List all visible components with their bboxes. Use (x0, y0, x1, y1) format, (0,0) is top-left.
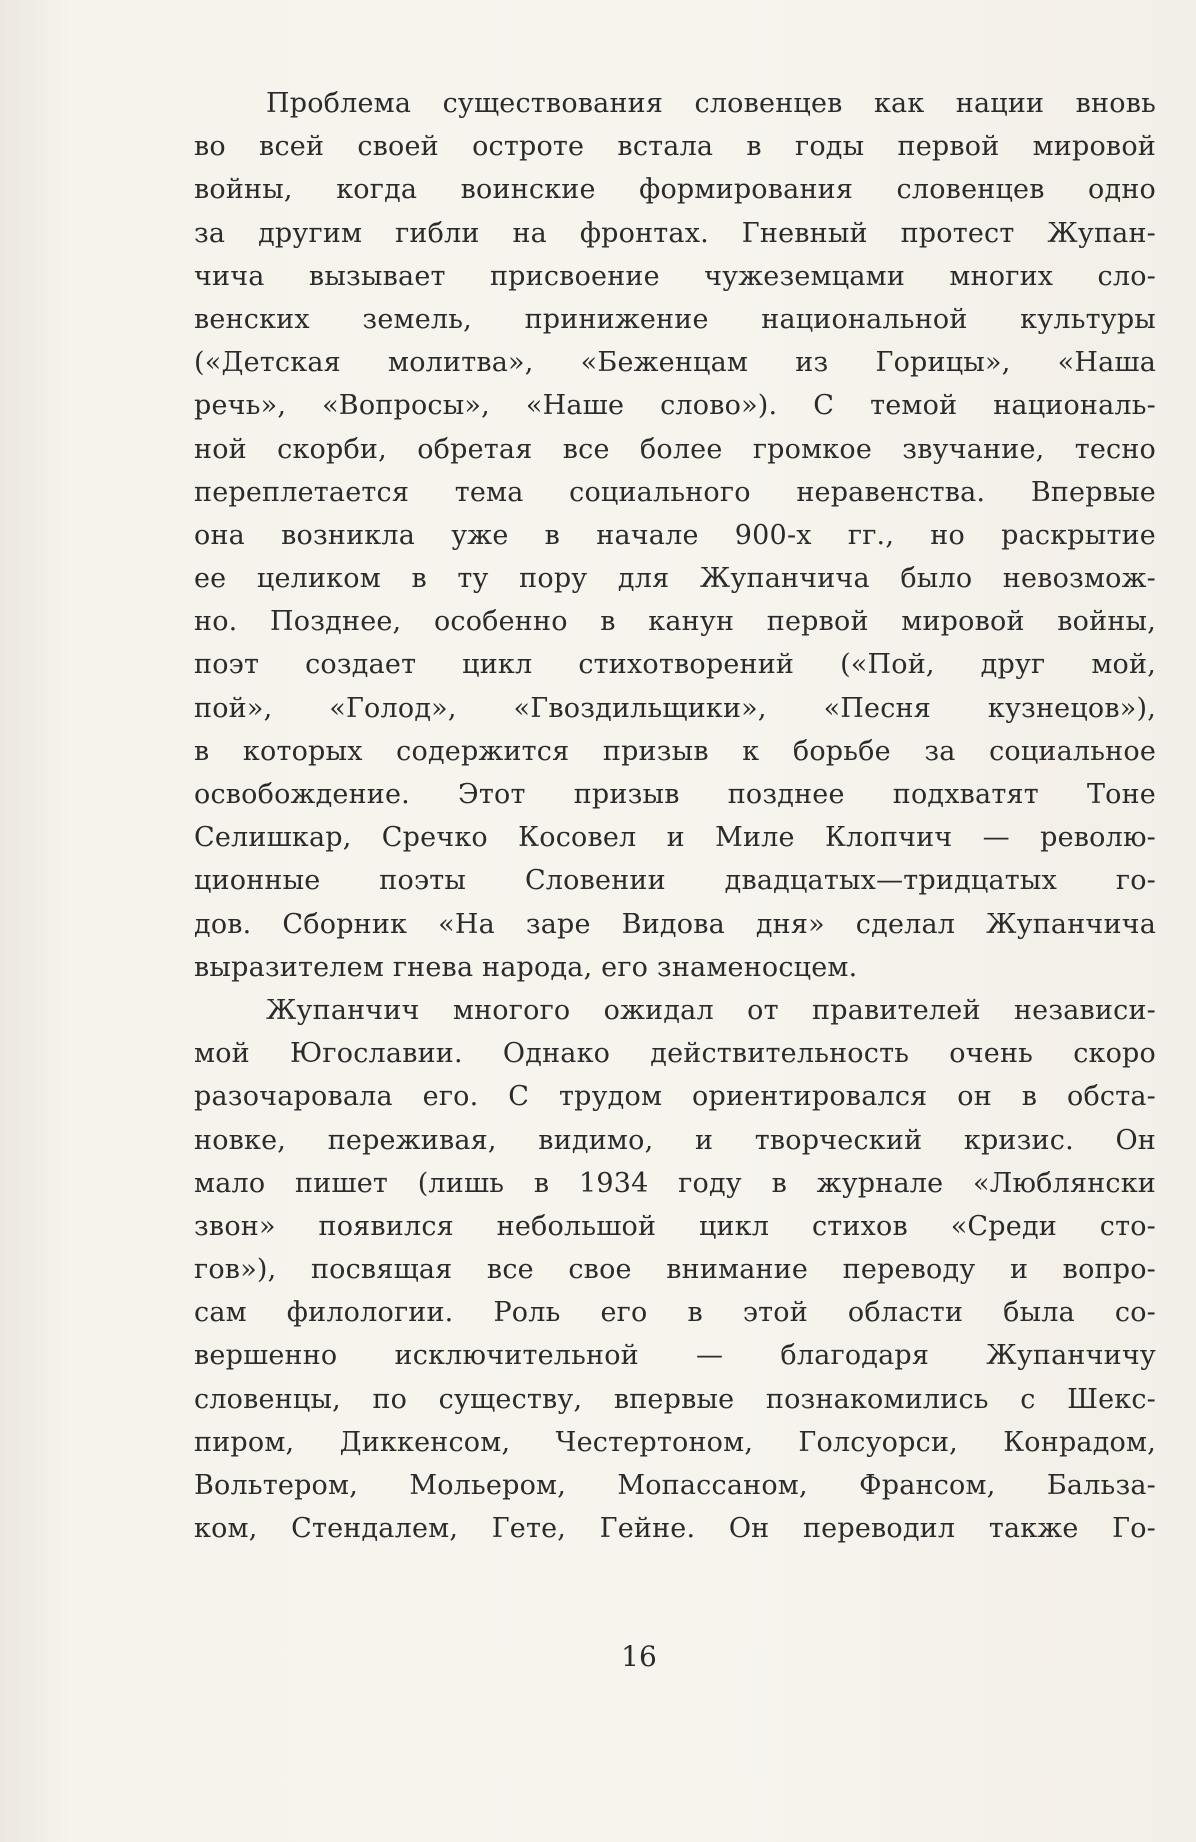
text-line: ком, Стендалем, Гете, Гейне. Он переводил также Го- (194, 1513, 1156, 1545)
text-line: поэт создает цикл стихотворений («Пой, друг мой, (194, 649, 1156, 681)
text-line: дов. Сборник «На заре Видова дня» сделал Жупанчича (194, 908, 1156, 940)
body-text (194, 82, 1156, 1550)
text-line: за другим гибли на фронтах. Гневный протест Жупан- (194, 217, 1156, 249)
text-line: словенцы, по существу, впервые познакомились с Шекс- (194, 1383, 1156, 1415)
text-line: речь», «Вопросы», «Наше слово»). С темой националь- (194, 390, 1156, 422)
text-line: ее целиком в ту пору для Жупанчича было невозмож- (194, 563, 1156, 595)
text-line: венских земель, принижение национальной культуры (194, 303, 1156, 335)
text-line: новке, переживая, видимо, и творческий кризис. Он (194, 1124, 1156, 1156)
text-line: Селишкар, Сречко Косовел и Миле Клопчич — револю- (194, 822, 1156, 854)
text-line: сам филологии. Роль его в этой области была со- (194, 1297, 1156, 1329)
text-line: но. Позднее, особенно в канун первой мировой войны, (194, 606, 1156, 638)
text-line: ной скорби, обретая все более громкое звучание, тесно (194, 433, 1156, 465)
text-line: во всей своей остроте встала в годы первой мировой (194, 131, 1156, 163)
text-line: гов»), посвящая все свое внимание переводу и вопро- (194, 1254, 1156, 1286)
text-line: чича вызывает присвоение чужеземцами многих сло- (194, 260, 1156, 292)
text-line: Вольтером, Мольером, Мопассаном, Франсом, Бальза- (194, 1470, 1156, 1501)
text-line: разочаровала его. С трудом ориентировался он в обста- (194, 1081, 1156, 1113)
text-line: она возникла уже в начале 900-х гг., но раскрытие (194, 519, 1156, 551)
text-line: звон» появился небольшой цикл стихов «Среди сто- (194, 1210, 1156, 1242)
text-line: освобождение. Этот призыв позднее подхватят Тоне (194, 779, 1156, 810)
text-line: Жупанчич многого ожидал от правителей независи- (266, 994, 1156, 1026)
text-line: войны, когда воинские формирования словенцев одно (194, 174, 1156, 206)
text-line: выразителем гнева народа, его знаменосцем. (194, 951, 858, 983)
text-line: («Детская молитва», «Беженцам из Горицы», «Наша (194, 347, 1156, 379)
text-line: ционные поэты Словении двадцатых—тридцатых го- (194, 865, 1156, 897)
text-line: переплетается тема социального неравенства. Впервые (194, 476, 1156, 508)
text-line: в которых содержится призыв к борьбе за социальное (194, 735, 1156, 767)
text-line: Проблема существования словенцев как нации вновь (266, 88, 1156, 119)
text-line: мой Югославии. Однако действительность очень скоро (194, 1038, 1156, 1070)
text-line: пиром, Диккенсом, Честертоном, Голсуорси, Конрадом, (194, 1426, 1156, 1458)
text-line: вершенно исключительной — благодаря Жупанчичу (194, 1340, 1156, 1372)
page-number: 16 (621, 1640, 657, 1673)
text-line: пой», «Голод», «Гвоздильщики», «Песня кузнецов»), (194, 692, 1156, 724)
text-line: мало пишет (лишь в 1934 году в журнале «Люблянски (194, 1167, 1156, 1199)
